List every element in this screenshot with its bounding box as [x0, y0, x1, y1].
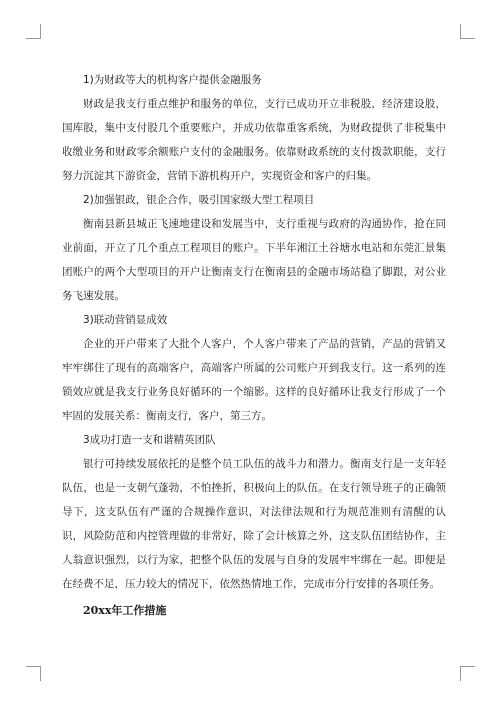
section-heading: 3)联动营销显成效 [83, 314, 168, 326]
section-paragraph: 财政是我支行重点维护和服务的单位，支行已成功开立非税股，经济建设股，国库股，集中支付股几个重要账户，并成功依靠重客系统，为财政提供了非税集中收缴业务和财政零余额账户支付的金融服务。依靠财政系统的支付拨款职能，支行努力沉淀其下游资金，营销下游机构开户，实现资金和客户的归集。 [62, 98, 446, 182]
crop-mark-top-left [26, 24, 41, 39]
section-heading: 3成功打造一支和谐精英团队 [83, 434, 216, 446]
closing-title: 20xx年工作措施 [83, 604, 167, 617]
section-heading: 2)加强银政，银企合作，吸引国家级大型工程项目 [83, 194, 315, 206]
crop-mark-bottom-left [26, 666, 41, 681]
section-paragraph: 企业的开户带来了大批个人客户，个人客户带来了产品的营销，产品的营销又牢牢绑住了现有的高端客户，高端客户所属的公司账户开到我支行。这一系列的连锁效应就是我支行业务良好循环的一个缩影。这样的良好循环让我支行形成了一个牢固的发展关系：衡南支行，客户，第三方。 [62, 338, 446, 422]
section-paragraph: 银行可持续发展依托的是整个员工队伍的战斗力和潜力。衡南支行是一支年轻队伍，也是一支朝气蓬勃，不怕挫折，积极向上的队伍。在支行领导班子的正确领导下，这支队伍有严谨的合规操作意识，对法律法规和行为规范准则有清醒的认识，风险防范和内控管理做的非常好，除了会计核算之外，这支队伍团结协作，主人翁意识强烈，以行为家，把整个队伍的发展与自身的发展牢牢绑在一起。即便是在经费不足，压力较大的情况下，依然热情地工作，完成市分行安排的各项任务。 [62, 458, 446, 590]
section-heading: 1)为财政等大的机构客户提供金融服务 [83, 74, 262, 86]
section-paragraph: 衡南县新县城正飞速地建设和发展当中，支行重视与政府的沟通协作，抢在同业前面，开立了几个重点工程项目的账户。下半年湘江土谷塘水电站和东莞汇景集团账户的两个大型项目的开户让衡南支行在衡南县的金融市场站稳了脚跟，对公业务飞速发展。 [62, 218, 446, 302]
crop-mark-bottom-right [460, 666, 475, 681]
crop-mark-top-right [460, 24, 475, 39]
document-body [62, 68, 446, 623]
